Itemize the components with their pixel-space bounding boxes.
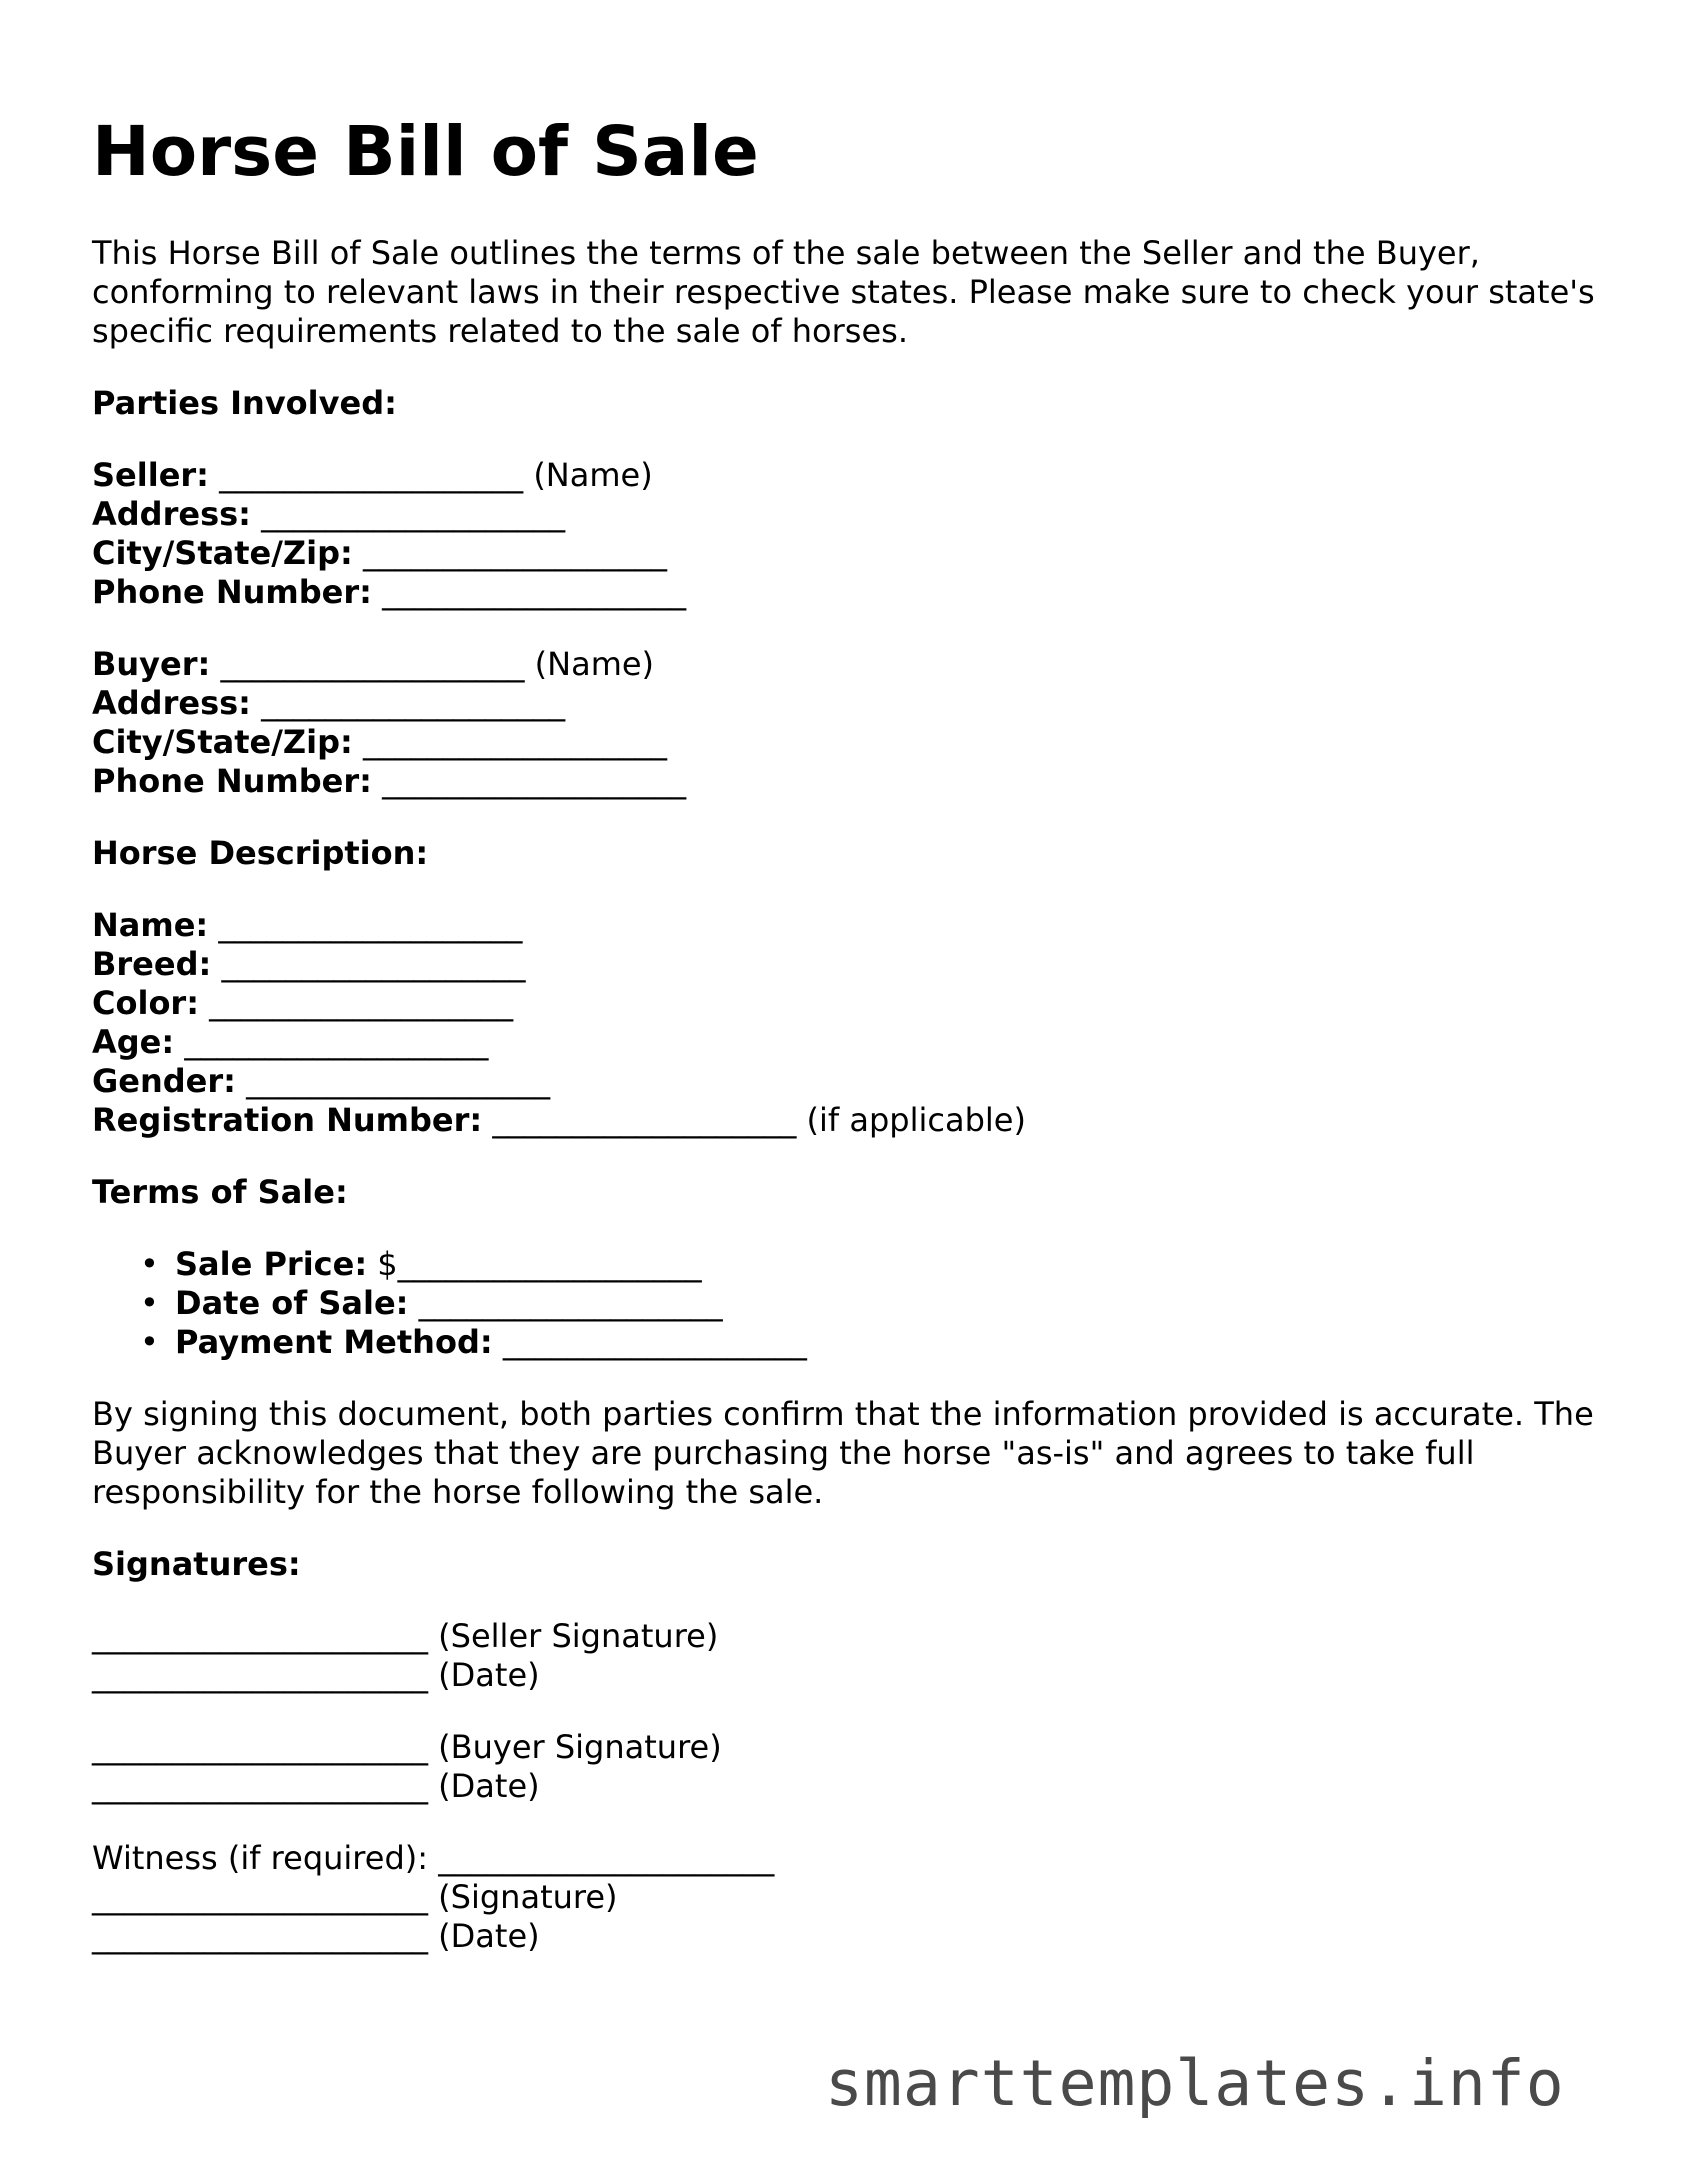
seller-signature-line	[92, 1617, 1612, 1656]
horse-age-field[interactable]: ___________________	[184, 1023, 489, 1061]
horse-color-label: Color:	[92, 984, 199, 1022]
seller-date-line	[92, 1656, 1612, 1695]
sale-price-label: Sale Price:	[175, 1245, 368, 1283]
buyer-name-line	[92, 645, 1612, 684]
list-item	[140, 1284, 1612, 1323]
horse-age-line	[92, 1023, 1612, 1062]
seller-city-field[interactable]: ___________________	[362, 534, 667, 572]
horse-color-line	[92, 984, 1612, 1023]
watermark: smarttemplates.info	[825, 2047, 1565, 2120]
witness-date-line	[92, 1917, 1612, 1956]
seller-name-label: Seller:	[92, 456, 209, 494]
buyer-block	[92, 645, 1612, 801]
bullet-icon: •	[140, 1284, 159, 1322]
buyer-name-field[interactable]: ___________________	[220, 645, 525, 683]
witness-line	[92, 1839, 1612, 1878]
horse-name-label: Name:	[92, 906, 209, 944]
horse-registration-line	[92, 1101, 1612, 1140]
buyer-name-label: Buyer:	[92, 645, 211, 683]
intro-paragraph: This Horse Bill of Sale outlines the terms of the sale between the Seller and the Buyer, conforming to relevant laws in their respective states. Please make sure to check your state's specific requirements related to the sale of horses.	[92, 234, 1595, 350]
buyer-city-line	[92, 723, 1612, 762]
buyer-name-note: (Name)	[534, 645, 655, 683]
currency-symbol: $	[377, 1245, 398, 1283]
terms-heading: Terms of Sale:	[92, 1173, 348, 1211]
witness-signature-line	[92, 1878, 1612, 1917]
seller-address-field[interactable]: ___________________	[261, 495, 566, 533]
bullet-icon: •	[140, 1245, 159, 1283]
parties-heading: Parties Involved:	[92, 384, 397, 422]
seller-address-label: Address:	[92, 495, 251, 533]
seller-phone-line	[92, 573, 1612, 612]
seller-phone-field[interactable]: ___________________	[382, 573, 687, 611]
list-item	[140, 1323, 1612, 1362]
buyer-date-note: (Date)	[438, 1767, 540, 1805]
horse-heading: Horse Description:	[92, 834, 429, 872]
buyer-address-line	[92, 684, 1612, 723]
buyer-phone-line	[92, 762, 1612, 801]
seller-name-line	[92, 456, 1612, 495]
horse-gender-label: Gender:	[92, 1062, 236, 1100]
horse-registration-label: Registration Number:	[92, 1101, 483, 1139]
horse-name-field[interactable]: ___________________	[218, 906, 523, 944]
seller-address-line	[92, 495, 1612, 534]
horse-breed-field[interactable]: ___________________	[221, 945, 526, 983]
buyer-date-field[interactable]: _____________________	[92, 1767, 428, 1805]
seller-date-field[interactable]: _____________________	[92, 1656, 428, 1694]
horse-registration-note: (if applicable)	[806, 1101, 1026, 1139]
list-item	[140, 1245, 1612, 1284]
seller-phone-label: Phone Number:	[92, 573, 372, 611]
horse-name-line	[92, 906, 1612, 945]
horse-color-field[interactable]: ___________________	[209, 984, 514, 1022]
buyer-signature-line	[92, 1728, 1612, 1767]
seller-name-field[interactable]: ___________________	[219, 456, 524, 494]
witness-signature-note: (Signature)	[438, 1878, 618, 1916]
buyer-address-field[interactable]: ___________________	[261, 684, 566, 722]
terms-list	[92, 1245, 1612, 1362]
buyer-signature-note: (Buyer Signature)	[438, 1728, 722, 1766]
buyer-city-label: City/State/Zip:	[92, 723, 353, 761]
seller-block	[92, 456, 1612, 612]
witness-block	[92, 1839, 1612, 1956]
buyer-address-label: Address:	[92, 684, 251, 722]
witness-signature-field[interactable]: _____________________	[92, 1878, 428, 1916]
bullet-icon: •	[140, 1323, 159, 1361]
witness-date-field[interactable]: _____________________	[92, 1917, 428, 1955]
document-page	[92, 112, 1612, 1989]
buyer-date-line	[92, 1767, 1612, 1806]
buyer-phone-field[interactable]: ___________________	[382, 762, 687, 800]
seller-city-label: City/State/Zip:	[92, 534, 353, 572]
seller-date-note: (Date)	[438, 1656, 540, 1694]
closing-paragraph: By signing this document, both parties confirm that the information provided is accurate. The Buyer acknowledges that they are purchasing the horse "as-is" and agrees to take full responsibility for the horse following the sale.	[92, 1395, 1594, 1511]
buyer-city-field[interactable]: ___________________	[362, 723, 667, 761]
horse-registration-field[interactable]: ___________________	[492, 1101, 797, 1139]
buyer-signature-block	[92, 1728, 1612, 1806]
horse-breed-label: Breed:	[92, 945, 212, 983]
sale-date-field[interactable]: ___________________	[418, 1284, 723, 1322]
buyer-signature-field[interactable]: _____________________	[92, 1728, 428, 1766]
page-title: Horse Bill of Sale	[92, 112, 759, 192]
sale-price-field[interactable]: ___________________	[397, 1245, 702, 1283]
horse-block	[92, 906, 1612, 1140]
witness-field[interactable]: _____________________	[438, 1839, 775, 1877]
horse-gender-field[interactable]: ___________________	[246, 1062, 551, 1100]
witness-date-note: (Date)	[438, 1917, 540, 1955]
sale-date-label: Date of Sale:	[175, 1284, 409, 1322]
horse-breed-line	[92, 945, 1612, 984]
buyer-phone-label: Phone Number:	[92, 762, 372, 800]
seller-name-note: (Name)	[533, 456, 653, 494]
seller-signature-note: (Seller Signature)	[438, 1617, 719, 1655]
witness-label: Witness (if required):	[92, 1839, 429, 1877]
payment-method-label: Payment Method:	[175, 1323, 493, 1361]
horse-age-label: Age:	[92, 1023, 175, 1061]
payment-method-field[interactable]: ___________________	[502, 1323, 807, 1361]
signatures-heading: Signatures:	[92, 1545, 301, 1583]
seller-signature-field[interactable]: _____________________	[92, 1617, 428, 1655]
horse-gender-line	[92, 1062, 1612, 1101]
seller-signature-block	[92, 1617, 1612, 1695]
seller-city-line	[92, 534, 1612, 573]
